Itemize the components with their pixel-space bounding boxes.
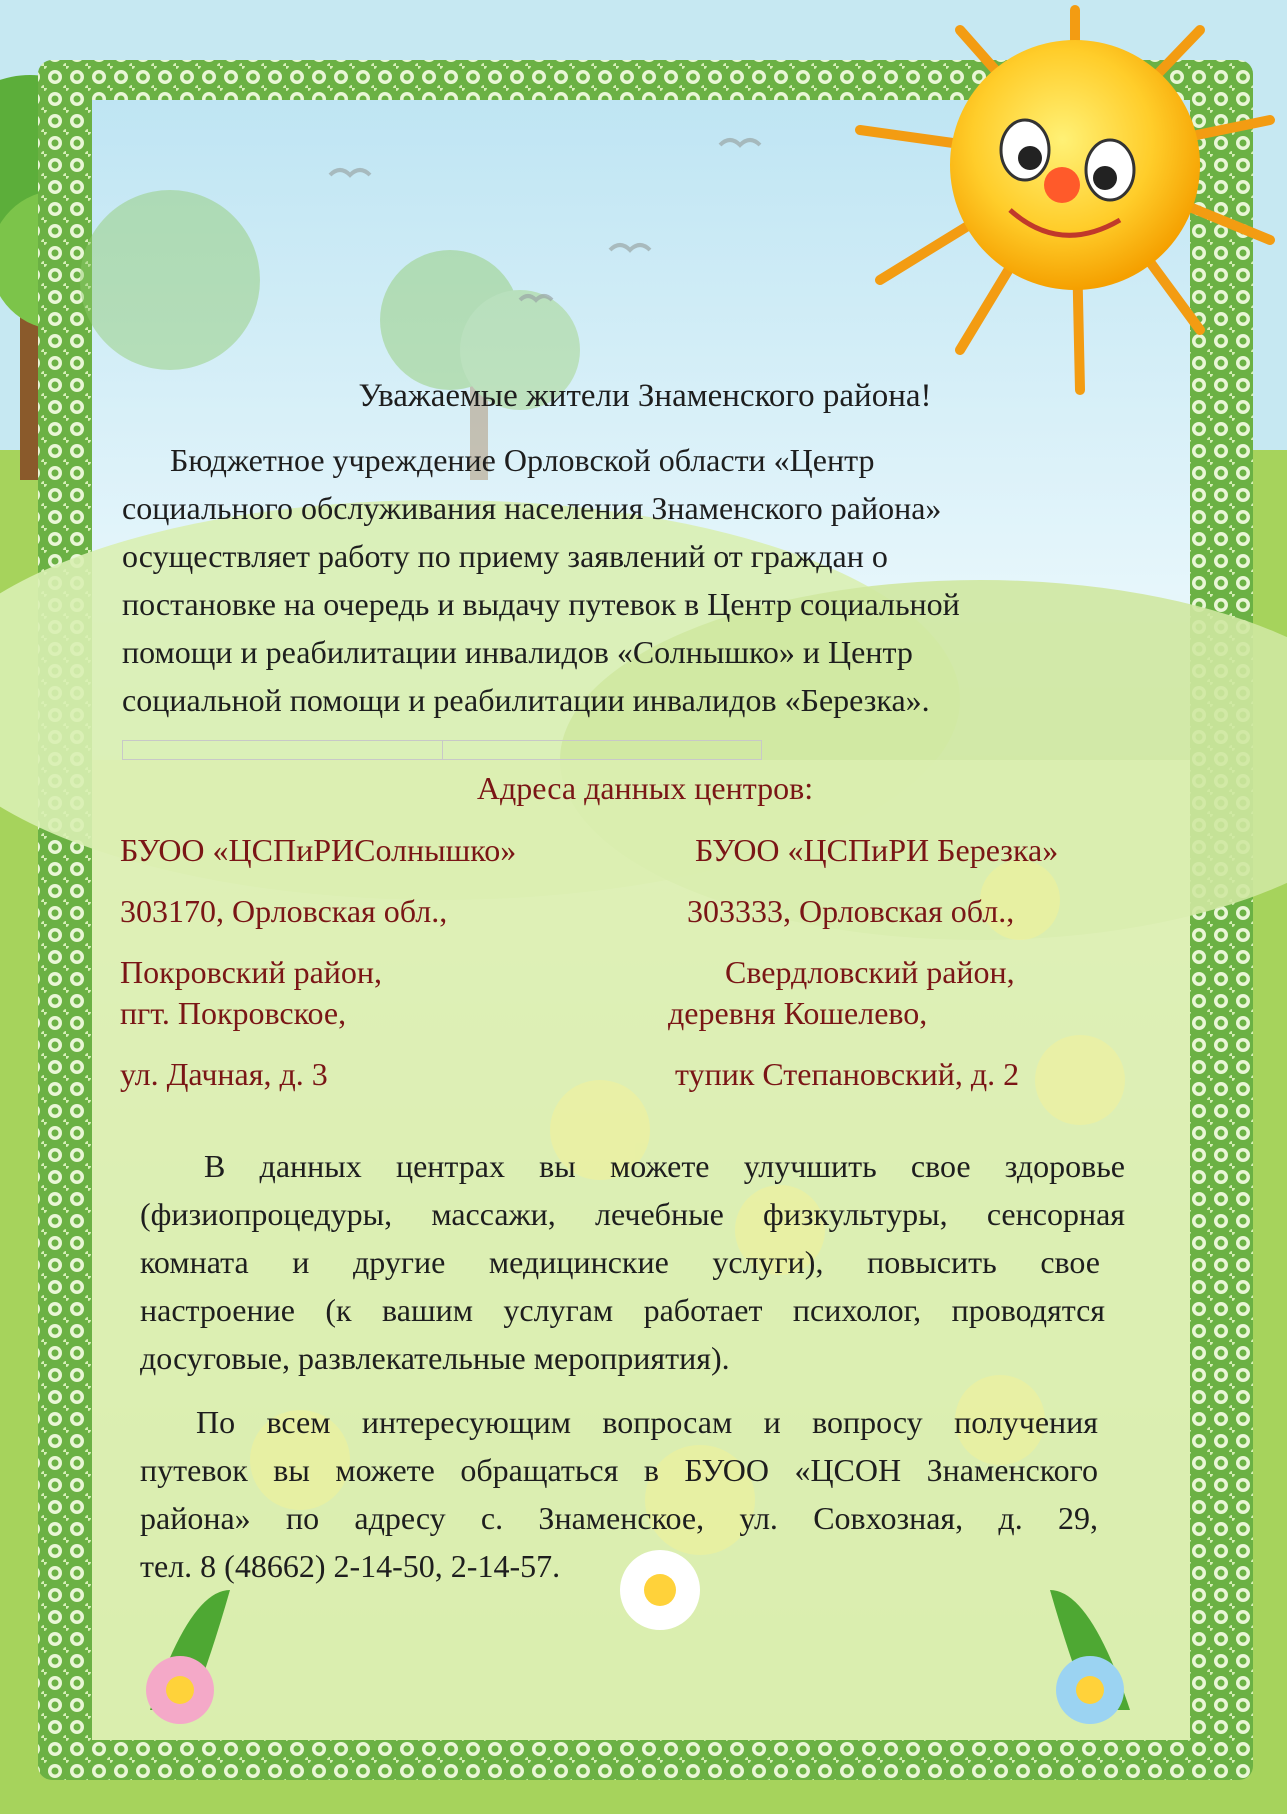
center-left-name: БУОО «ЦСПиРИСолнышко» — [120, 832, 517, 868]
intro-paragraph — [122, 436, 1102, 724]
empty-table-row — [122, 740, 762, 760]
contact-line: По всем интересующим вопросам и вопросу получения — [196, 1404, 1098, 1440]
empty-table-cell — [443, 741, 762, 759]
services-line: комната и другие медицинские услуги), повысить свое — [140, 1244, 1100, 1280]
contact-paragraph — [140, 1398, 1098, 1590]
intro-line: социального обслуживания населения Знаменского района» — [122, 490, 942, 526]
services-line: (физиопроцедуры, массажи, лечебные физкультуры, сенсорная — [140, 1196, 1125, 1232]
services-line: досуговые, развлекательные мероприятия). — [140, 1340, 730, 1376]
empty-table-cell — [123, 741, 443, 759]
intro-line: постановке на очередь и выдачу путевок в Центр социальной — [122, 586, 960, 622]
center-left-address-line: ул. Дачная, д. 3 — [120, 1056, 328, 1092]
intro-line: осуществляет работу по приему заявлений от граждан о — [122, 538, 888, 574]
page-title: Уважаемые жители Знаменского района! — [358, 378, 932, 414]
contact-line: района» по адресу с. Знаменское, ул. Совхозная, д. 29, — [140, 1500, 1098, 1536]
center-right-address-line: 303333, Орловская обл., — [687, 893, 1015, 929]
services-paragraph — [140, 1142, 1125, 1382]
intro-line: Бюджетное учреждение Орловской области «Центр — [170, 442, 875, 478]
center-left-address-line: пгт. Покровское, — [120, 995, 347, 1031]
services-line: настроение (к вашим услугам работает психолог, проводятся — [140, 1292, 1105, 1328]
services-line: В данных центрах вы можете улучшить свое здоровье — [204, 1148, 1125, 1184]
center-right-address-line: Свердловский район, — [725, 954, 1015, 990]
contact-line: путевок вы можете обращаться в БУОО «ЦСОН Знаменского — [140, 1452, 1098, 1488]
center-left-address-line: Покровский район, — [120, 954, 383, 990]
intro-line: социальной помощи и реабилитации инвалидов «Березка». — [122, 682, 930, 718]
addresses-heading: Адреса данных центров: — [476, 770, 814, 806]
intro-line: помощи и реабилитации инвалидов «Солнышко» и Центр — [122, 634, 913, 670]
center-right-address-line: деревня Кошелево, — [668, 995, 928, 1031]
center-right-name: БУОО «ЦСПиРИ Березка» — [695, 832, 1059, 868]
center-left-address-line: 303170, Орловская обл., — [120, 893, 448, 929]
center-right-address-line: тупик Степановский, д. 2 — [675, 1056, 1020, 1092]
contact-line: тел. 8 (48662) 2-14-50, 2-14-57. — [140, 1548, 561, 1584]
